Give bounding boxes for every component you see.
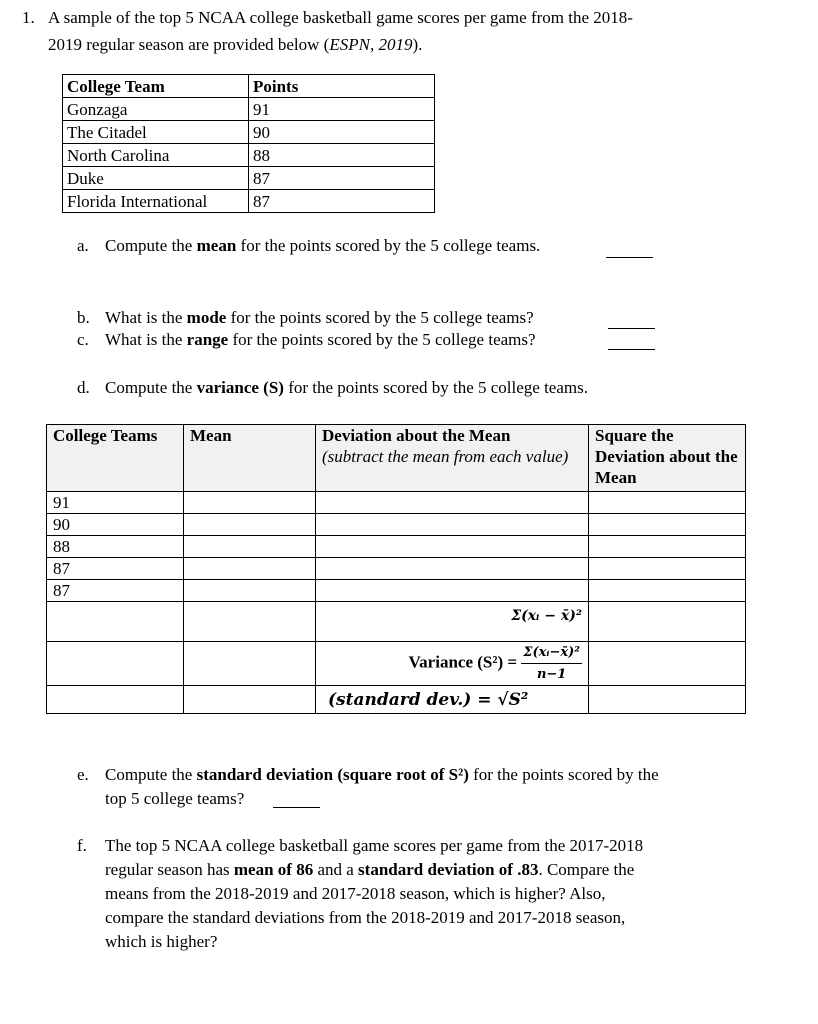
team-cell: Gonzaga [63,98,249,121]
part-e-label: e. [77,765,89,784]
sd-label: (standard dev.) = [328,689,498,710]
team-cell: North Carolina [63,144,249,167]
mean-cell[interactable] [184,558,316,580]
table-row [63,121,435,144]
mean-cell[interactable] [184,492,316,514]
sum-row [47,602,746,642]
sd-answer-cell[interactable] [589,686,746,714]
table-row [63,144,435,167]
part-b-label: b. [77,308,90,327]
question-number: 1. [22,8,35,27]
deviation-cell[interactable] [316,536,589,558]
mean-cell[interactable] [184,536,316,558]
points-cell: 88 [249,144,435,167]
header-mean: Mean [184,425,316,492]
header-points: Points [249,75,435,98]
intro-prefix: 2019 regular season are provided below ( [48,35,330,54]
table-row [47,492,746,514]
sum-empty-2 [184,602,316,642]
answer-blank-e[interactable] [273,806,320,808]
table-row [63,167,435,190]
square-cell[interactable] [589,514,746,536]
part-b-text: What is the mode for the points scored by the 5 college teams? [105,308,534,327]
sd-empty-2 [184,686,316,714]
part-f-line4: compare the standard deviations from the 2018-2019 and 2017-2018 season, [105,908,626,927]
part-c-label: c. [77,330,89,349]
variance-row [47,642,746,686]
variance-formula-cell [316,642,589,686]
part-e-text: Compute the standard deviation (square root of S²) for the points scored by the [105,765,659,784]
part-f-line3: means from the 2018-2019 and 2017-2018 season, which is higher? Also, [105,884,606,903]
sum-formula: Σ(xᵢ − x̄)² [511,608,582,624]
part-d-text: Compute the variance (S) for the points scored by the 5 college teams. [105,378,588,397]
variance-fraction [521,642,582,685]
table-row [47,514,746,536]
team-cell: Florida International [63,190,249,213]
variance-empty-2 [184,642,316,686]
square-cell[interactable] [589,492,746,514]
variance-label: Variance (S²) = [408,652,518,672]
variance-work-table [46,424,746,714]
table-row [47,580,746,602]
score-table [62,74,435,213]
points-cell: 87 [249,190,435,213]
team-cell: The Citadel [63,121,249,144]
sum-formula-cell [316,602,589,642]
part-f-line1: The top 5 NCAA college basketball game scores per game from the 2017-2018 [105,836,644,855]
header-deviation: Deviation about the Mean (subtract the mean from each value) [316,425,589,492]
value-cell: 87 [47,580,184,602]
answer-blank-a[interactable] [606,256,653,258]
citation: ESPN, 2019 [329,35,413,54]
header-college-team: College Team [63,75,249,98]
variance-answer-cell[interactable] [589,642,746,686]
table-row [47,536,746,558]
points-cell: 87 [249,167,435,190]
table-row [63,98,435,121]
square-cell[interactable] [589,558,746,580]
part-d-label: d. [77,378,90,397]
part-a-label: a. [77,236,89,255]
deviation-cell[interactable] [316,580,589,602]
deviation-note: (subtract the mean from each value) [322,447,569,466]
intro-suffix: ). [412,35,423,54]
points-cell: 90 [249,121,435,144]
score-table-header [63,75,435,98]
deviation-cell[interactable] [316,558,589,580]
variance-denominator: n−1 [536,667,567,682]
points-cell: 91 [249,98,435,121]
table-row [47,558,746,580]
table-row [63,190,435,213]
sum-empty-1 [47,602,184,642]
part-f-line2: regular season has mean of 86 and a standard deviation of .83. Compare the [105,860,635,879]
sd-formula: √S² [497,689,529,710]
mean-cell[interactable] [184,514,316,536]
part-e-text-line2: top 5 college teams? [105,789,245,808]
value-cell: 91 [47,492,184,514]
header-college-teams: College Teams [47,425,184,492]
value-cell: 88 [47,536,184,558]
work-table-header [47,425,746,492]
part-f-label: f. [77,836,87,855]
part-c-text: What is the range for the points scored by the 5 college teams? [105,330,536,349]
sd-formula-cell [316,686,589,714]
answer-blank-b[interactable] [608,327,655,329]
sum-answer-cell[interactable] [589,602,746,642]
variance-numerator: Σ(xᵢ−x̄)² [521,642,582,664]
sd-row [47,686,746,714]
part-a-text: Compute the mean for the points scored by the 5 college teams. [105,236,541,255]
part-f-line5: which is higher? [105,932,218,951]
question-intro-line2 [48,35,422,55]
value-cell: 87 [47,558,184,580]
value-cell: 90 [47,514,184,536]
team-cell: Duke [63,167,249,190]
header-square-deviation: Square the Deviation about the Mean [589,425,746,492]
deviation-cell[interactable] [316,514,589,536]
square-cell[interactable] [589,580,746,602]
question-intro-line1: A sample of the top 5 NCAA college basketball game scores per game from the 2018- [48,8,633,27]
square-cell[interactable] [589,536,746,558]
mean-cell[interactable] [184,580,316,602]
deviation-cell[interactable] [316,492,589,514]
answer-blank-c[interactable] [608,348,655,350]
sd-empty-1 [47,686,184,714]
variance-empty-1 [47,642,184,686]
